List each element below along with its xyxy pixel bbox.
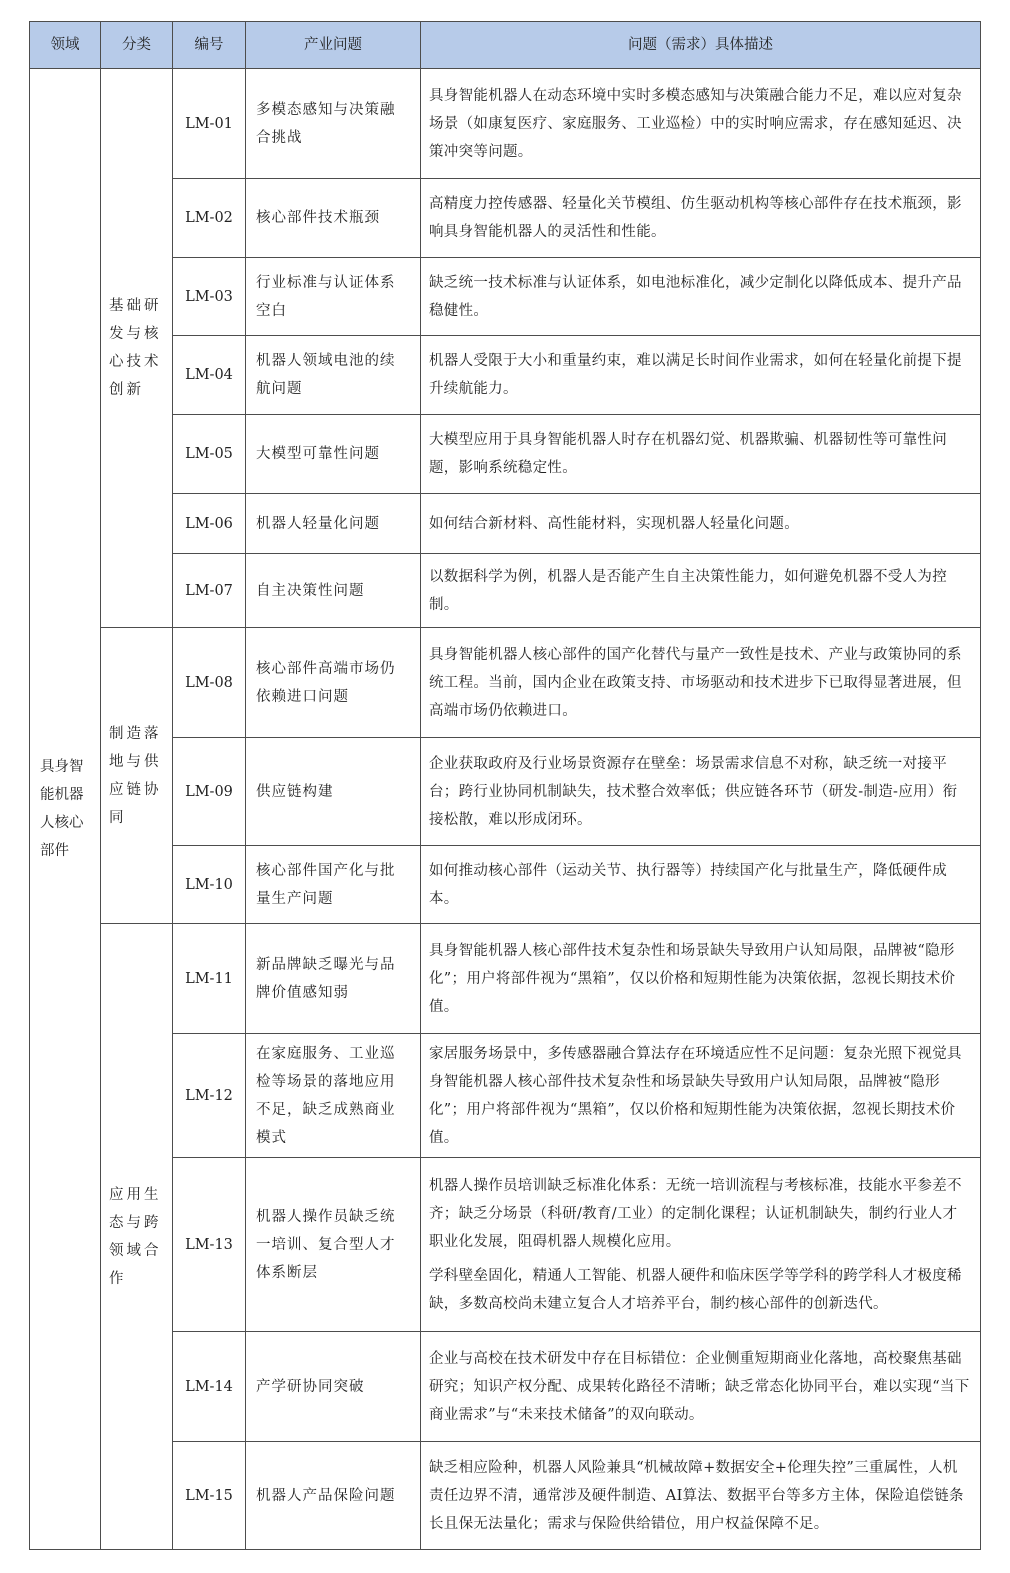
code-cell: LM-13 — [173, 1158, 246, 1332]
code-cell: LM-09 — [173, 738, 246, 846]
description-cell: 如何结合新材料、高性能材料，实现机器人轻量化问题。 — [421, 494, 981, 554]
code-cell: LM-10 — [173, 846, 246, 924]
table-row — [30, 1442, 981, 1550]
problem-cell: 自主决策性问题 — [246, 554, 421, 628]
problem-cell: 产学研协同突破 — [246, 1332, 421, 1442]
table-row — [30, 336, 981, 415]
table-row — [30, 924, 981, 1034]
description-cell: 高精度力控传感器、轻量化关节模组、仿生驱动机构等核心部件存在技术瓶颈，影响具身智能机器人的灵活性和性能。 — [421, 179, 981, 258]
code-cell: LM-02 — [173, 179, 246, 258]
problem-cell: 机器人领域电池的续航问题 — [246, 336, 421, 415]
description-cell: 以数据科学为例，机器人是否能产生自主决策性能力，如何避免机器不受人为控制。 — [421, 554, 981, 628]
table-row — [30, 628, 981, 738]
code-cell: LM-14 — [173, 1332, 246, 1442]
table-row — [30, 1034, 981, 1158]
description-cell: 缺乏统一技术标准与认证体系，如电池标准化，减少定制化以降低成本、提升产品稳健性。 — [421, 258, 981, 336]
description-cell: 企业与高校在技术研发中存在目标错位：企业侧重短期商业化落地，高校聚焦基础研究；知识产权分配、成果转化路径不清晰；缺乏常态化协同平台，难以实现“当下商业需求”与“未来技术储备”的双向联动。 — [421, 1332, 981, 1442]
description-cell — [421, 1158, 981, 1332]
code-cell: LM-15 — [173, 1442, 246, 1550]
problem-cell: 核心部件国产化与批量生产问题 — [246, 846, 421, 924]
description-paragraph: 机器人操作员培训缺乏标准化体系：无统一培训流程与考核标准，技能水平参差不齐；缺乏分场景（科研/教育/工业）的定制化课程；认证机制缺失，制约行业人才职业化发展，阻碍机器人规模化应用。 — [429, 1177, 962, 1250]
code-cell: LM-05 — [173, 415, 246, 494]
category-cell: 基础研发与核心技术创新 — [101, 69, 173, 628]
code-cell: LM-08 — [173, 628, 246, 738]
description-cell: 企业获取政府及行业场景资源存在壁垒：场景需求信息不对称，缺乏统一对接平台；跨行业协同机制缺失，技术整合效率低；供应链各环节（研发-制造-应用）衔接松散，难以形成闭环。 — [421, 738, 981, 846]
problem-cell: 供应链构建 — [246, 738, 421, 846]
problem-cell: 机器人操作员缺乏统一培训、复合型人才体系断层 — [246, 1158, 421, 1332]
description-cell: 机器人受限于大小和重量约束，难以满足长时间作业需求，如何在轻量化前提下提升续航能力。 — [421, 336, 981, 415]
description-cell: 具身智能机器人核心部件的国产化替代与量产一致性是技术、产业与政策协同的系统工程。当前，国内企业在政策支持、市场驱动和技术进步下已取得显著进展，但高端市场仍依赖进口。 — [421, 628, 981, 738]
problem-cell: 机器人轻量化问题 — [246, 494, 421, 554]
table-row — [30, 1158, 981, 1332]
header-code: 编号 — [173, 22, 246, 69]
code-cell: LM-01 — [173, 69, 246, 179]
code-cell: LM-04 — [173, 336, 246, 415]
problem-cell: 新品牌缺乏曝光与品牌价值感知弱 — [246, 924, 421, 1034]
description-cell: 家居服务场景中，多传感器融合算法存在环境适应性不足问题：复杂光照下视觉具身智能机器人核心部件技术复杂性和场景缺失导致用户认知局限，品牌被“隐形化”；用户将部件视为“黑箱”，仅以价格和短期性能为决策依据，忽视长期技术价值。 — [421, 1034, 981, 1158]
description-cell: 如何推动核心部件（运动关节、执行器等）持续国产化与批量生产，降低硬件成本。 — [421, 846, 981, 924]
problem-cell: 大模型可靠性问题 — [246, 415, 421, 494]
header-problem: 产业问题 — [246, 22, 421, 69]
industry-problems-table — [29, 21, 981, 1550]
description-cell: 具身智能机器人核心部件技术复杂性和场景缺失导致用户认知局限，品牌被“隐形化”；用户将部件视为“黑箱”，仅以价格和短期性能为决策依据，忽视长期技术价值。 — [421, 924, 981, 1034]
category-cell: 制造落地与供应链协同 — [101, 628, 173, 924]
table-row — [30, 69, 981, 179]
table-row — [30, 738, 981, 846]
header-domain: 领域 — [30, 22, 101, 69]
table-row — [30, 415, 981, 494]
header-description: 问题（需求）具体描述 — [421, 22, 981, 69]
problem-cell: 核心部件高端市场仍依赖进口问题 — [246, 628, 421, 738]
problem-cell: 多模态感知与决策融合挑战 — [246, 69, 421, 179]
code-cell: LM-11 — [173, 924, 246, 1034]
description-cell: 缺乏相应险种，机器人风险兼具“机械故障+数据安全+伦理失控”三重属性，人机责任边界不清，通常涉及硬件制造、AI算法、数据平台等多方主体，保险追偿链条长且保无法量化；需求与保险供给错位，用户权益保障不足。 — [421, 1442, 981, 1550]
header-category: 分类 — [101, 22, 173, 69]
problem-cell: 机器人产品保险问题 — [246, 1442, 421, 1550]
description-paragraph: 学科壁垒固化，精通人工智能、机器人硬件和临床医学等学科的跨学科人才极度稀缺，多数高校尚未建立复合人才培养平台，制约核心部件的创新迭代。 — [429, 1267, 962, 1312]
code-cell: LM-06 — [173, 494, 246, 554]
code-cell: LM-12 — [173, 1034, 246, 1158]
table-row — [30, 1332, 981, 1442]
table-row — [30, 846, 981, 924]
table-row — [30, 494, 981, 554]
code-cell: LM-07 — [173, 554, 246, 628]
category-cell: 应用生态与跨领域合作 — [101, 924, 173, 1550]
problem-cell: 行业标准与认证体系空白 — [246, 258, 421, 336]
description-cell: 具身智能机器人在动态环境中实时多模态感知与决策融合能力不足，难以应对复杂场景（如康复医疗、家庭服务、工业巡检）中的实时响应需求，存在感知延迟、决策冲突等问题。 — [421, 69, 981, 179]
table-row — [30, 179, 981, 258]
problem-cell: 在家庭服务、工业巡检等场景的落地应用不足，缺乏成熟商业模式 — [246, 1034, 421, 1158]
table-row — [30, 554, 981, 628]
table-header-row — [30, 22, 981, 69]
table-row — [30, 258, 981, 336]
description-cell: 大模型应用于具身智能机器人时存在机器幻觉、机器欺骗、机器韧性等可靠性问题，影响系统稳定性。 — [421, 415, 981, 494]
code-cell: LM-03 — [173, 258, 246, 336]
problem-cell: 核心部件技术瓶颈 — [246, 179, 421, 258]
domain-cell: 具身智能机器人核心部件 — [30, 69, 101, 1550]
